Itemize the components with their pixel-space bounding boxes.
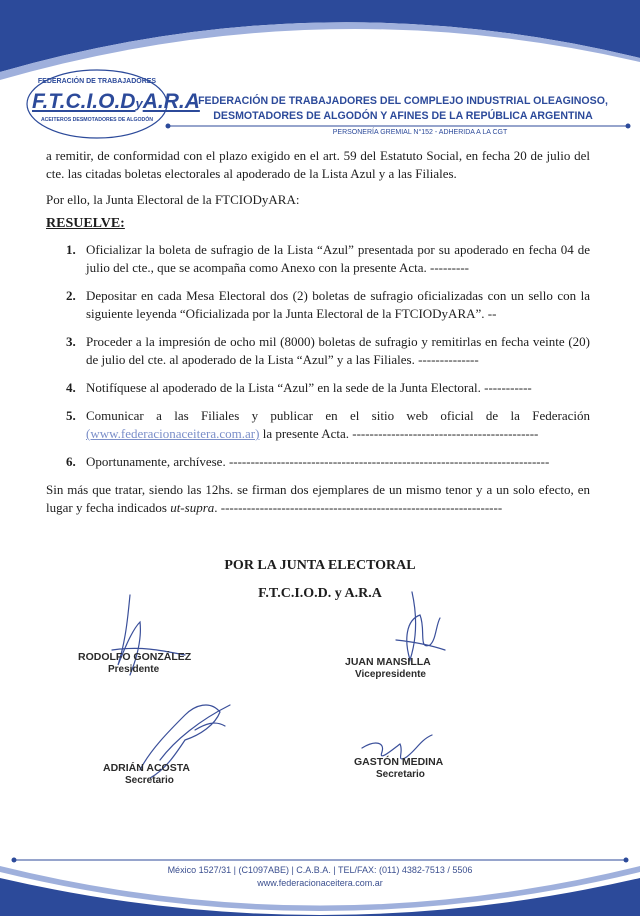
list-item: [46, 407, 590, 443]
intro-paragraph: a remitir, de conformidad con el plazo exigido en el art. 59 del Estatuto Social, en fecha 20 de julio del cte. las citadas boletas electorales al apoderado de la Lista Azul y a las Filiales.: [46, 148, 590, 181]
document-body: [46, 147, 590, 517]
logo-bottom-text: ACEITEROS DESMOTADORES DE ALGODÓN: [40, 117, 154, 123]
resolution-list: [46, 241, 590, 471]
closing-italic: ut-supra: [170, 500, 215, 515]
closing-text-after: . -----------------------------------------------------------------: [214, 500, 503, 515]
item-text-after: la presente Acta. -------------------------------------------: [259, 426, 539, 441]
signer-name: JUAN MANSILLA: [345, 656, 431, 668]
item-number: 2.: [66, 288, 76, 303]
list-item: [46, 287, 590, 323]
org-line-1: FEDERACIÓN DE TRABAJADORES DEL COMPLEJO INDUSTRIAL OLEAGINOSO,: [198, 95, 608, 107]
signer-name: GASTÓN MEDINA: [354, 756, 444, 768]
website-link[interactable]: (www.federacionaceitera.com.ar): [86, 426, 260, 441]
item-number: 4.: [66, 380, 76, 395]
item-number: 5.: [66, 408, 76, 423]
logo-ara-text: A.R.A: [142, 90, 200, 113]
ftciod-heading: F.T.C.I.O.D. y A.R.A: [258, 586, 382, 601]
logo-y-text: y: [135, 96, 143, 111]
list-item: [46, 333, 590, 369]
signer-role: Vicepresidente: [355, 669, 426, 680]
signature-gonzalez: [112, 595, 185, 675]
item-number: 3.: [66, 334, 76, 349]
item-text: Notifíquese al apoderado de la Lista “Azul” en la sede de la Junta Electoral. -----------: [86, 380, 532, 395]
logo-main-text: F.T.C.I.O.D: [32, 90, 136, 113]
closing-paragraph: [46, 481, 590, 517]
logo-top-text: FEDERACIÓN DE TRABAJADORES: [37, 78, 157, 85]
signer-role: Secretario: [376, 769, 425, 780]
signer-role: Secretario: [125, 775, 174, 786]
closing-text-before: Sin más que tratar, siendo las 12hs. se firman dos ejemplares de un mismo tenor y a un solo efecto, en lugar y fecha indicados: [46, 482, 590, 515]
signature-heading: [0, 557, 640, 603]
por-ello-paragraph: Por ello, la Junta Electoral de la FTCIODyARA:: [46, 192, 300, 207]
org-line-2: DESMOTADORES DE ALGODÓN Y AFINES DE LA REPÚBLICA ARGENTINA: [213, 110, 593, 122]
item-number: 6.: [66, 454, 76, 469]
item-text: Proceder a la impresión de ocho mil (8000) boletas de sufragio y remitirlas en fecha veinte (20) de julio del cte. al apoderado de la Lista “Azul” y a las Filiales. --------------: [86, 334, 590, 367]
footer-rule-dot-right: [624, 858, 629, 863]
item-text-before: Comunicar a las Filiales y publicar en el sitio web oficial de la Federación: [86, 408, 590, 423]
item-number: 1.: [66, 242, 76, 257]
header-rule-dot-right: [626, 124, 631, 129]
footer-rule-dot-left: [12, 858, 17, 863]
list-item: [46, 241, 590, 277]
footer-website[interactable]: www.federacionaceitera.com.ar: [257, 878, 383, 888]
signer-role: Presidente: [108, 664, 160, 675]
resuelve-heading: RESUELVE:: [46, 216, 125, 231]
top-arc-band: [0, 0, 640, 72]
item-text: Oportunamente, archívese. --------------------------------------------------------------------------: [86, 454, 550, 469]
item-text: Depositar en cada Mesa Electoral dos (2) boletas de sufragio oficializadas con un sello con la siguiente leyenda “Oficializada por la Junta Electoral de la FTCIODyARA”. --: [86, 288, 590, 321]
item-text: Oficializar la boleta de sufragio de la Lista “Azul” presentada por su apoderado en fecha 04 de julio del cte., que se acompaña como Anexo con la presente Acta. ---------: [86, 242, 590, 275]
footer-address: México 1527/31 | (C1097ABE) | C.A.B.A. | TEL/FAX: (011) 4382-7513 / 5506: [167, 865, 473, 875]
list-item: [46, 379, 590, 397]
logo: [32, 90, 200, 114]
signer-name: ADRIÁN ACOSTA: [103, 762, 190, 774]
footer: [0, 864, 640, 890]
list-item: [46, 453, 590, 471]
header-rule-dot-left: [166, 124, 171, 129]
signer-name: RODOLFO GONZÁLEZ: [78, 651, 192, 663]
junta-electoral-heading: POR LA JUNTA ELECTORAL: [224, 558, 416, 573]
personeria-gremial: PERSONERÍA GREMIAL N°152 - ADHERIDA A LA CGT: [332, 129, 508, 136]
organization-name: [178, 94, 628, 124]
